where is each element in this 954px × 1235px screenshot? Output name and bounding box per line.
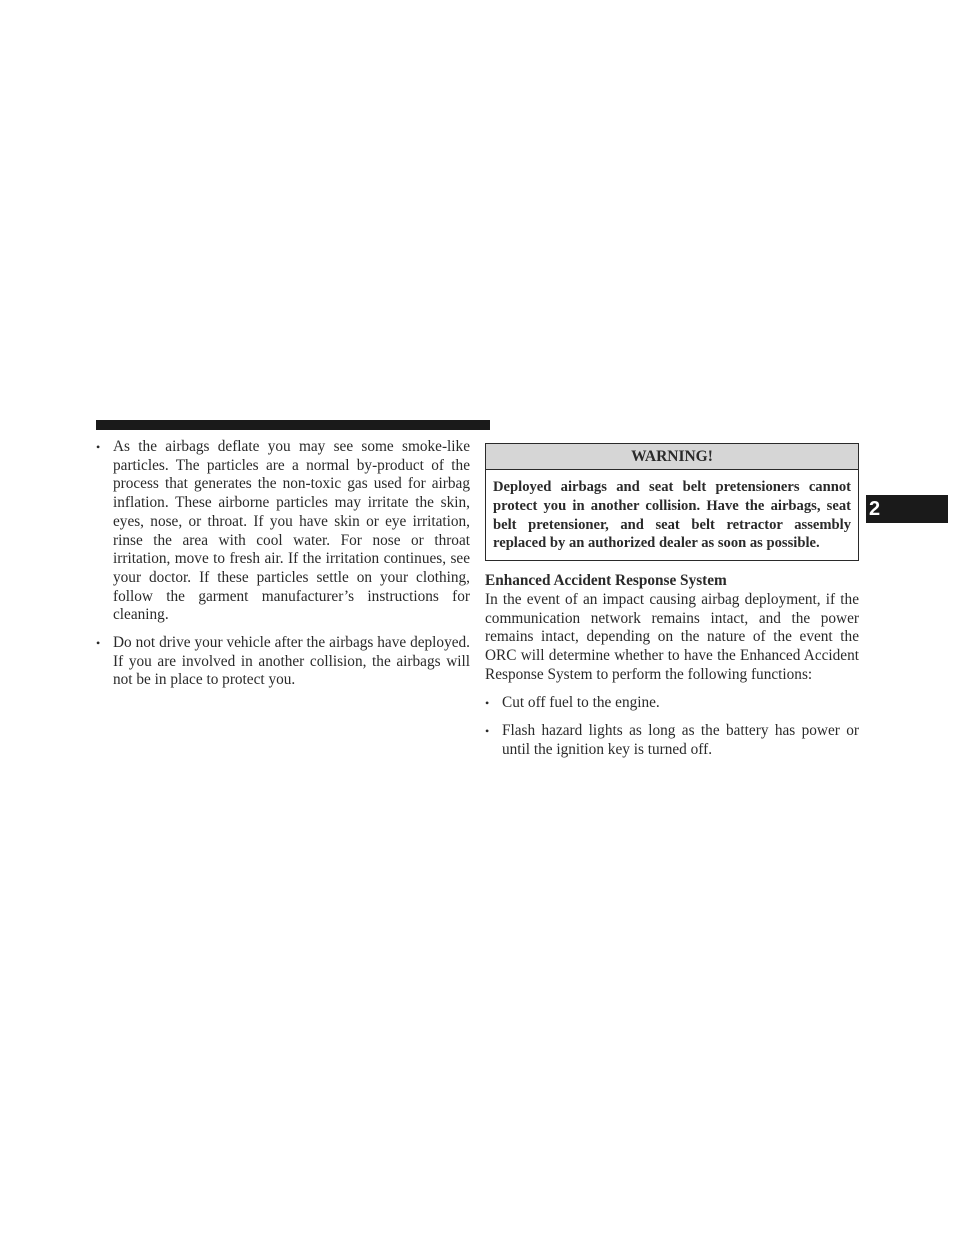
list-item [485,694,859,713]
section-heading: Enhanced Accident Response System [485,572,727,590]
warning-text: Deployed airbags and seat belt pretensioners cannot protect you in another collision. Have the airbags, seat belt pretensioner, and seat belt retractor assembly replaced by an authorized dealer as soon as possible. [493,479,851,552]
chapter-tab: 2 [866,495,948,523]
airbag-notes-list [96,438,470,690]
list-item-text: Flash hazard lights as long as the battery has power or until the ignition key is turned off. [502,722,859,758]
bullet-icon: • [96,636,101,651]
functions-list [485,694,859,759]
bullet-icon: • [485,696,490,711]
right-column [485,443,859,769]
header-rule [96,420,490,430]
bullet-icon: • [485,724,490,739]
list-item [485,722,859,759]
section-paragraph: In the event of an impact causing airbag deployment, if the communication network remains intact, and the power remains intact, depending on the nature of the event the ORC will determine whether to have the Enhanced Accident Response System to perform the following functions: [485,590,859,683]
bullet-icon: • [96,440,101,454]
list-item-text: As the airbags deflate you may see some smoke-like particles. The particles are a normal by-product of the process that generates the non-toxic gas used for airbag inflation. These airborne particles may irritate the skin, eyes, nose, or throat. If you have skin or eye irritation, rinse the area with cool water. For nose or throat irritation, move to fresh air. If the irritation continues, see your doctor. If these particles settle on your clothing, follow the garment manufacturer’s instructions for cleaning. [113,438,470,624]
list-item [96,634,470,690]
list-item-text: Cut off fuel to the engine. [502,694,660,712]
warning-box [485,443,859,561]
list-item-text: Do not drive your vehicle after the airbags have deployed. If you are involved in another collision, the airbags will not be in place to protect you. [113,634,470,689]
warning-title: WARNING! [486,444,858,470]
left-column [96,438,470,699]
list-item [96,438,470,625]
